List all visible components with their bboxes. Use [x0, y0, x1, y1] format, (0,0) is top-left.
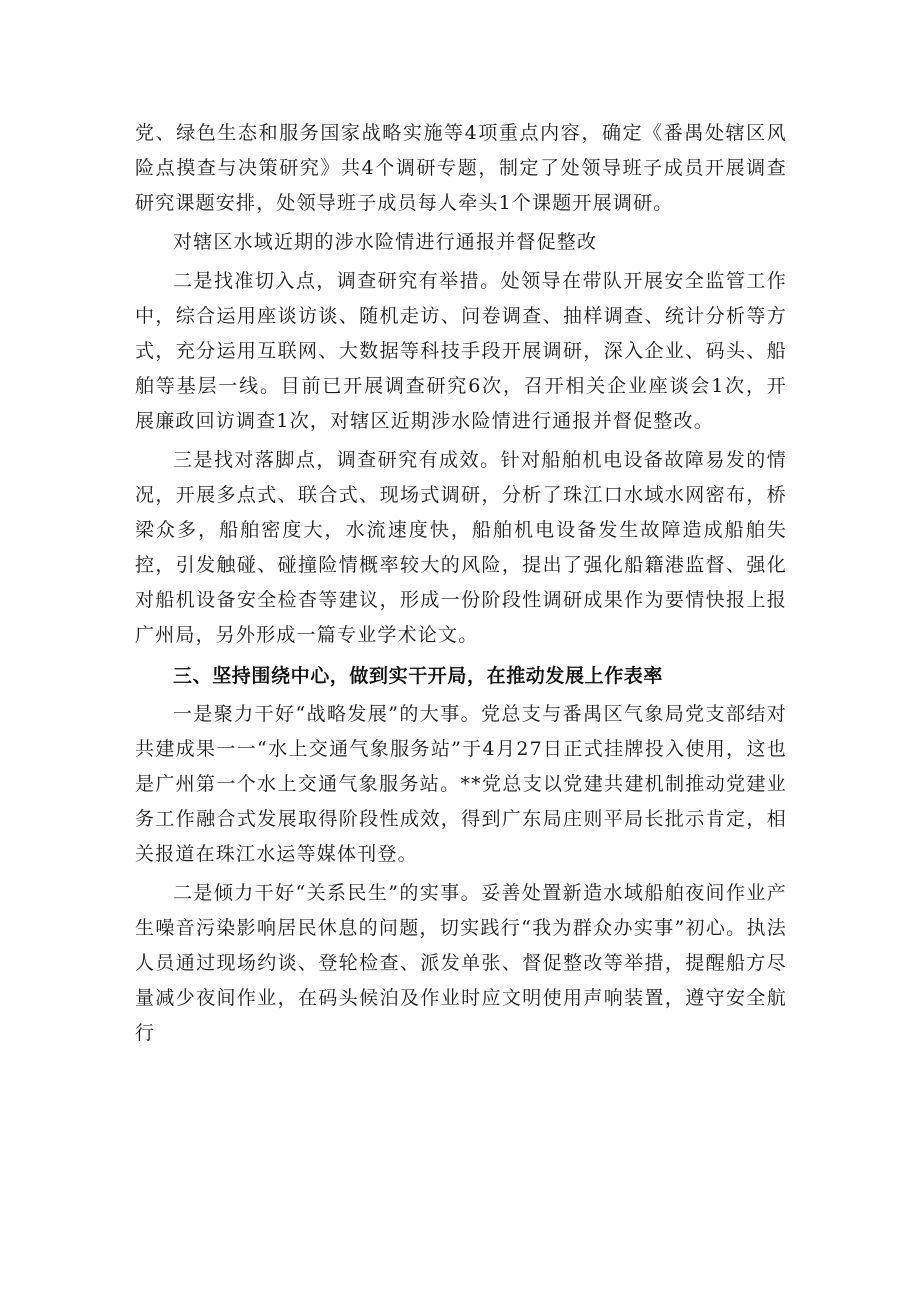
document-body	[135, 116, 787, 1051]
paragraph-note: 对辖区水域近期的涉水险情进行通报并督促整改	[173, 231, 598, 253]
paragraph-continuation: 党、绿色生态和服务国家战略实施等4项重点内容，确定《番禺处辖区风险点摸查与决策研究》共4个调研专题，制定了处领导班子成员开展调查研究课题安排，处领导班子成员每人牵头1个课题开展调研。	[135, 122, 787, 214]
section-heading: 三、坚持围绕中心，做到实干开局，在推动发展上作表率	[173, 665, 664, 687]
paragraph-strategic-development: 一是聚力干好“战略发展”的大事。党总支与番禺区气象局党支部结对共建成果一一“水上交通气象服务站”于4月27日正式挂牌投入使用，这也是广州第一个水上交通气象服务站。**党总支以党建共建机制推动党建业务工作融合式发展取得阶段性成效，得到广东局庄则平局长批示肯定，相关报道在珠江水运等媒体刊登。	[135, 703, 787, 865]
paragraph-entry-point: 二是找准切入点，调查研究有举措。处领导在带队开展安全监管工作中，综合运用座谈访谈、随机走访、问卷调查、抽样调查、统计分析等方式，充分运用互联网、大数据等科技手段开展调研，深入企业、码头、船舶等基层一线。目前已开展调查研究6次，召开相关企业座谈会1次，开展廉政回访调查1次，对辖区近期涉水险情进行通报并督促整改。	[135, 270, 787, 432]
paragraph-landing-point: 三是找对落脚点，调查研究有成效。针对船舶机电设备故障易发的情况，开展多点式、联合式、现场式调研，分析了珠江口水域水网密布，桥梁众多，船舶密度大，水流速度快，船舶机电设备发生故障造成船舶失控，引发触碰、碰撞险情概率较大的风险，提出了强化船籍港监督、强化对船机设备安全检杳等建议，形成一份阶段性调研成果作为要情快报上报广州局，另外形成一篇专业学术论文。	[135, 449, 787, 646]
paragraph-livelihood: 二是倾力干好“关系民生”的实事。妥善处置新造水域船舶夜间作业产生噪音污染影响居民休息的问题，切实践行“我为群众办实事”初心。执法人员通过现场约谈、登轮检查、派发单张、督促整改等举措，提醒船方尽量减少夜间作业，在码头候泊及作业时应文明使用声响装置，遵守安全航行	[135, 882, 787, 1044]
